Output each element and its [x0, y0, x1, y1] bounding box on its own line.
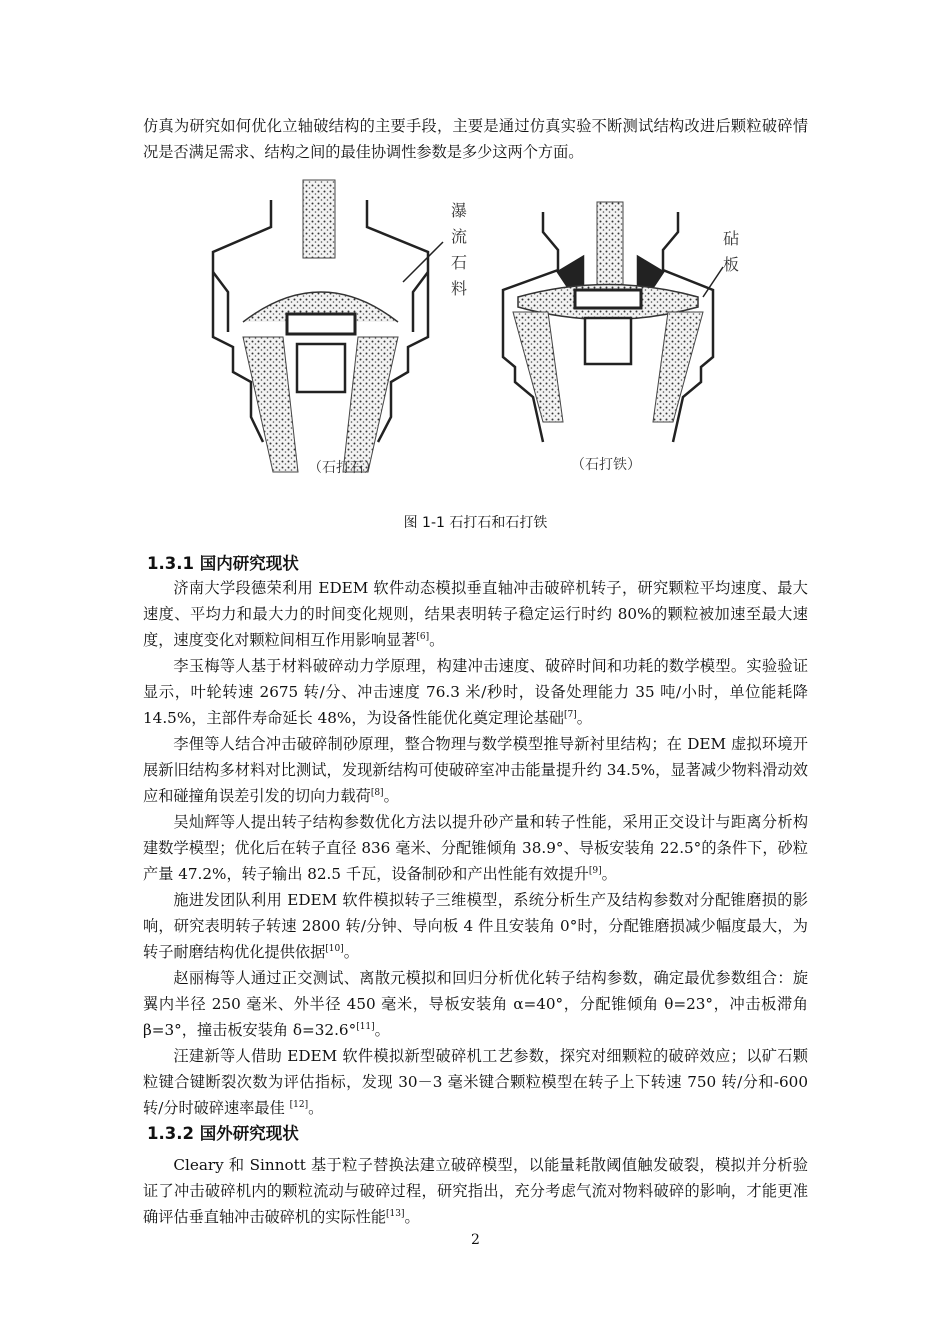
paragraph: 李俚等人结合冲击破碎制砂原理，整合物理与数学模型推导新衬里结构；在 DEM 虚拟环境开展新旧结构多材料对比测试，发现新结构可使破碎室冲击能量提升约 34.5%，显著减少物料滑动效应和碰撞角误差引发的切向力载荷[8]。: [143, 735, 808, 805]
section-heading: 1.3.2 国外研究现状: [147, 1124, 299, 1143]
right-label-char: 板: [723, 255, 740, 274]
figure-1-1: [203, 172, 763, 492]
left-label-char: 瀑: [451, 201, 468, 220]
citation: [10]: [325, 943, 344, 954]
figure-caption: 图 1-1 石打石和石打铁: [403, 515, 548, 531]
paragraph: 济南大学段德荣利用 EDEM 软件动态模拟垂直轴冲击破碎机转子，研究颗粒平均速度、最大速度、平均力和最大力的时间变化规则，结果表明转子稳定运行时约 80%的颗粒被加速至最大速度，速度变化对颗粒间相互作用影响显著[6]。: [143, 579, 808, 649]
section-body-foreign: [143, 1152, 808, 1230]
section-body-domestic: [143, 575, 808, 1121]
citation: [7]: [563, 709, 577, 720]
citation: [9]: [588, 865, 602, 876]
citation: [11]: [356, 1021, 375, 1032]
crusher-diagram: [203, 172, 763, 492]
paragraph: 李玉梅等人基于材料破碎动力学原理，构建冲击速度、破碎时间和功耗的数学模型。实验验证显示，叶轮转速 2675 转/分、冲击速度 76.3 米/秒时，设备处理能力 35 吨/小时，单位能耗降 14.5%，主部件寿命延长 48%，为设备性能优化奠定理论基础[7]。: [143, 657, 808, 727]
page-number: 2: [471, 1232, 480, 1248]
left-label: [451, 201, 467, 298]
section-heading: 1.3.1 国内研究现状: [147, 554, 299, 573]
paragraph: 汪建新等人借助 EDEM 软件模拟新型破碎机工艺参数，探究对细颗粒的破碎效应；以矿石颗粒键合键断裂次数为评估指标，发现 30－3 毫米键合颗粒模型在转子上下转速 750 转/分和-600 转/分时破碎速率最佳 [12]。: [143, 1047, 808, 1117]
citation: [13]: [386, 1208, 405, 1219]
right-label: [723, 229, 739, 274]
paragraph: 吴灿辉等人提出转子结构参数优化方法以提升砂产量和转子性能，采用正交设计与距离分析构建数学模型；优化后在转子直径 836 毫米、分配锥倾角 38.9°、导板安装角 22.5°的条件下，砂粒产量 47.2%，转子输出 82.5 千瓦，设备制砂和产出性能有效提升[9]。: [143, 813, 808, 883]
paragraph: 施进发团队利用 EDEM 软件模拟转子三维模型，系统分析生产及结构参数对分配锥磨损的影响，研究表明转子转速 2800 转/分钟、导向板 4 件且安装角 0°时，分配锥磨损减少幅度最大，为转子耐磨结构优化提供依据[10]。: [143, 891, 808, 961]
paragraph: 赵丽梅等人通过正交测试、离散元模拟和回归分析优化转子结构参数，确定最优参数组合：旋翼内半径 250 毫米、外半径 450 毫米，导板安装角 α=40°，分配锥倾角 θ=23°，冲击板滞角 β=3°，撞击板安装角 δ=32.6°[11]。: [143, 969, 808, 1039]
right-label-char: 砧: [723, 229, 740, 248]
left-label-char: 石: [451, 253, 468, 272]
left-label-char: 料: [451, 279, 468, 298]
right-figure-sub: （石打铁）: [571, 457, 641, 473]
left-label-char: 流: [451, 227, 468, 246]
left-figure-sub: （石打石）: [308, 460, 378, 476]
paragraph: Cleary 和 Sinnott 基于粒子替换法建立破碎模型，以能量耗散阈值触发破裂，模拟并分析验证了冲击破碎机内的颗粒流动与破碎过程，研究指出，充分考虑气流对物料破碎的影响，才能更准确评估垂直轴冲击破碎机的实际性能[13]。: [143, 1156, 808, 1226]
right-crusher-drawing: [503, 202, 723, 442]
left-crusher-drawing: [213, 180, 443, 472]
citation: [12]: [289, 1099, 309, 1110]
citation: [6]: [416, 631, 430, 642]
citation: [8]: [370, 787, 384, 798]
intro-paragraph: 仿真为研究如何优化立轴破结构的主要手段，主要是通过仿真实验不断测试结构改进后颗粒破碎情况是否满足需求、结构之间的最佳协调性参数是多少这两个方面。: [143, 117, 808, 161]
